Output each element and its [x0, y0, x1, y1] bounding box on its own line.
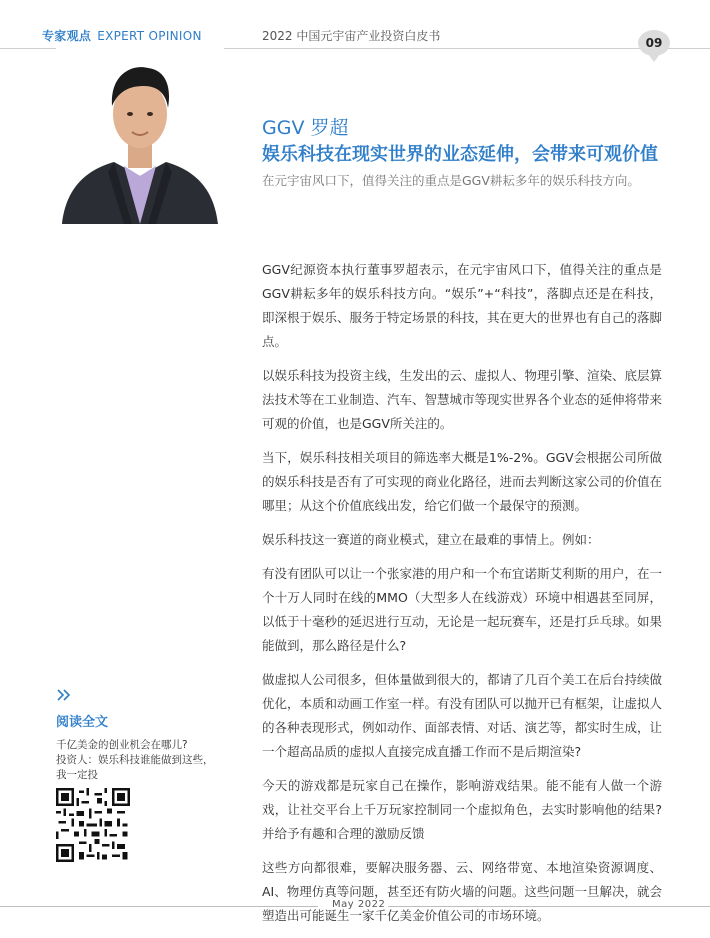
- section-label: [42, 27, 202, 44]
- article-subheadline: 在元宇宙风口下，值得关注的重点是GGV耕耘多年的娱乐科技方向。: [262, 173, 640, 188]
- paragraph: 当下，娱乐科技相关项目的筛选率大概是1%-2%。GGV会根据公司所做的娱乐科技是否有了可实现的商业化路径，进而去判断这家公司的价值在哪里；从这个价值底线出发，给它们做一个最保守的预测。: [262, 450, 663, 513]
- double-chevron-icon: [56, 688, 226, 705]
- paragraph: 娱乐科技这一赛道的商业模式，建立在最难的事情上。例如：: [262, 532, 600, 547]
- read-more-title[interactable]: 阅读全文: [56, 715, 109, 730]
- section-label-en: EXPERT OPINION: [97, 29, 202, 43]
- paragraph: 做虚拟人公司很多，但体量做到很大的，都请了几百个美工在后台持续做优化，本质和动画工作室一样。有没有团队可以抛开已有框架，让虚拟人的各种表现形式，例如动作、面部表情、对话、演艺等，都实时生成，让一个超高品质的虚拟人直接完成直播工作而不是后期渲染?: [262, 672, 663, 759]
- read-more-line: 投资人：娱乐科技谁能做到这些，: [56, 754, 214, 766]
- paragraph: GGV纪源资本执行董事罗超表示，在元宇宙风口下，值得关注的重点是GGV耕耘多年的娱乐科技方向。“娱乐”+“科技”，落脚点还是在科技，即深根于娱乐、服务于特定场景的科技，其在更大的世界也有自己的落脚点。: [262, 262, 663, 349]
- paragraph: 以娱乐科技为投资主线，生发出的云、虚拟人、物理引擎、渲染、底层算法技术等在工业制造、汽车、智慧城市等现实世界各个业态的延伸将带来可观的价值，也是GGV所关注的。: [262, 368, 663, 431]
- article-headline: 娱乐科技在现实世界的业态延伸，会带来可观价值: [262, 144, 658, 165]
- article-title-block: [262, 116, 682, 191]
- paragraph: 有没有团队可以让一个张家港的用户和一个布宜诺斯艾利斯的用户，在一个十万人同时在线的MMO（大型多人在线游戏）环境中相遇甚至同屏，以低于十毫秒的延迟进行互动，无论是一起玩赛车，还是打乒乓球。如果能做到，那么路径是什么?: [262, 566, 663, 653]
- footer-divider-right: [388, 906, 710, 907]
- footer-date: May 2022: [332, 899, 386, 910]
- qr-code[interactable]: [56, 788, 130, 862]
- document-title: 2022 中国元宇宙产业投资白皮书: [262, 29, 441, 43]
- speaker-portrait: [56, 48, 224, 224]
- footer-divider-left: [0, 906, 318, 907]
- article-body: [262, 258, 662, 938]
- paragraph: 这些方向都很难，要解决服务器、云、网络带宽、本地渲染资源调度、AI、物理仿真等问题，甚至还有防火墙的问题。这些问题一旦解决，就会塑造出可能诞生一家千亿美金价值公司的市场环境。: [262, 860, 662, 923]
- paragraph: 今天的游戏都是玩家自己在操作，影响游戏结果。能不能有人做一个游戏，让社交平台上千万玩家控制同一个虚拟角色，去实时影响他的结果? 并给予有趣和合理的激励反馈: [262, 778, 662, 841]
- read-more-panel: [56, 688, 226, 783]
- speaker-name: GGV 罗超: [262, 117, 349, 139]
- read-more-line: 我一定投: [56, 769, 98, 781]
- page-number-badge: 09: [638, 30, 670, 56]
- section-label-cn: 专家观点: [42, 29, 92, 43]
- read-more-line: 千亿美金的创业机会在哪儿?: [56, 739, 188, 751]
- read-more-description: [56, 738, 226, 783]
